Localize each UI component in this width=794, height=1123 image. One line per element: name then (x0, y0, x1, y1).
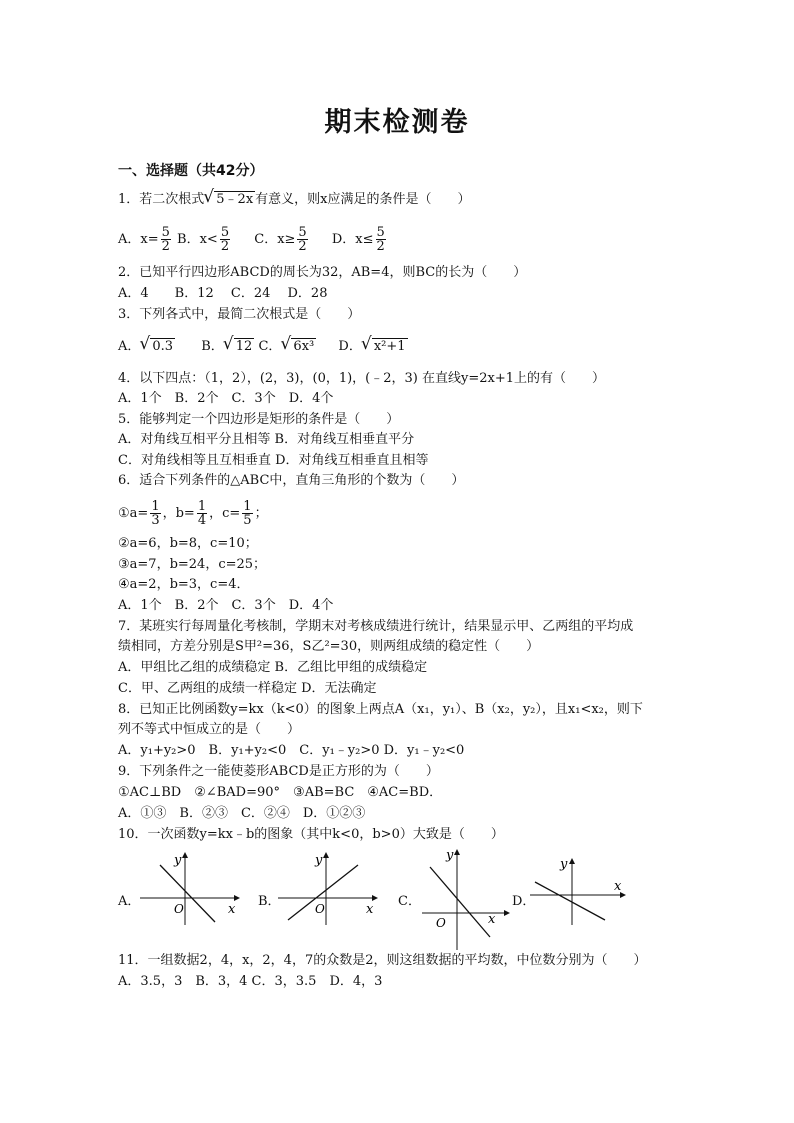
graph-option-a (140, 850, 240, 925)
svg-text:O: O (436, 916, 446, 930)
question-7-options-2: C．甲、乙两组的成绩一样稳定 D．无法确定 (118, 681, 377, 696)
svg-text:O: O (315, 902, 325, 916)
question-4-stem: 4．以下四点：（1，2），(2，3)，(0，1)，(﹣2，3) 在直线y=2x+1上的有（ ） (118, 371, 606, 386)
question-8-line-2: 列不等式中恒成立的是（ ） (118, 722, 301, 737)
question-6-condition-2: ②a=6，b=8，c=10； (118, 536, 258, 551)
option-c-label: C． (398, 894, 421, 909)
question-7-line-1: 7．某班实行每周量化考核制，学期末对考核成绩进行统计，结果显示甲、乙两组的平均成 (118, 619, 634, 634)
svg-text:y: y (174, 853, 182, 868)
question-4-options: A．1个 B．2个 C．3个 D．4个 (118, 391, 334, 406)
question-2-stem: 2．已知平行四边形ABCD的周长为32，AB=4，则BC的长为（ ） (118, 265, 527, 280)
option-b-label: B． (258, 894, 281, 909)
question-1-stem: 1．若二次根式√ 5﹣2x 有意义，则x应满足的条件是（ ） (118, 191, 471, 209)
question-6-stem: 6．适合下列条件的△ABC中，直角三角形的个数为（ ） (118, 473, 465, 488)
svg-text:x: x (366, 902, 374, 917)
question-9-options: A．①③ B．②③ C．②④ D．①②③ (118, 806, 366, 821)
question-10-stem: 10．一次函数y=kx﹣b的图象（其中k<0，b>0）大致是（ ） (118, 827, 504, 842)
option-d-label: D． (512, 894, 536, 909)
question-3-options: A．√ 0.3 B．√ 12 C．√ 6x³ D．√ x²+1 (118, 338, 408, 356)
question-9-conditions: ①AC⊥BD ②∠BAD=90° ③AB=BC ④AC=BD． (118, 785, 443, 800)
question-6-options: A．1个 B．2个 C．3个 D．4个 (118, 598, 334, 613)
question-7-options-1: A．甲组比乙组的成绩稳定 B．乙组比甲组的成绩稳定 (118, 660, 428, 675)
question-6-condition-4: ④a=2，b=3，c=4． (118, 577, 250, 592)
question-1-options: A．x= $\frac{5}{2}$ B．x< $\frac{5}{2}$ C．x≥ $\frac{5}{2}$ D．x≤ $\frac{5}{2}$ (118, 225, 385, 254)
question-6-condition-1: ①a= $\frac{1}{3}$ ，b= $\frac{1}{4}$ ，c= $\frac{1}{5}$ ； (118, 499, 268, 528)
svg-text:y: y (560, 857, 568, 872)
svg-text:x: x (488, 912, 496, 927)
page-title: 期末检测卷 (324, 107, 470, 138)
graph-option-d (530, 850, 630, 925)
question-11-stem: 11．一组数据2，4，x，2，4，7的众数是2，则这组数据的平均数，中位数分别为（ ） (118, 953, 647, 968)
sqrt-expression: √ 5﹣2x (204, 191, 255, 209)
svg-text:y: y (446, 848, 454, 863)
question-5-options-2: C．对角线相等且互相垂直 D．对角线互相垂直且相等 (118, 453, 429, 468)
question-11-options: A．3.5，3 B．3，4 C．3，3.5 D．4，3 (118, 974, 383, 989)
graph-option-c (422, 845, 512, 950)
question-8-options: A．y₁+y₂>0 B．y₁+y₂<0 C．y₁﹣y₂>0 D．y₁﹣y₂<0 (118, 743, 465, 758)
svg-text:x: x (614, 879, 622, 894)
section-heading: 一、选择题（共42分） (118, 163, 264, 179)
question-3-stem: 3．下列各式中，最简二次根式是（ ） (118, 307, 361, 322)
graph-option-b (278, 850, 378, 925)
question-5-options-1: A．对角线互相平分且相等 B．对角线互相垂直平分 (118, 432, 415, 447)
question-9-stem: 9．下列条件之一能使菱形ABCD是正方形的为（ ） (118, 764, 439, 779)
question-6-condition-3: ③a=7，b=24，c=25； (118, 557, 267, 572)
question-7-line-2: 绩相同，方差分别是S甲²=36，S乙²=30，则两组成绩的稳定性（ ） (118, 639, 540, 654)
question-2-options: A．4 B．12 C．24 D．28 (118, 286, 328, 301)
question-8-line-1: 8．已知正比例函数y=kx（k<0）的图象上两点A（x₁，y₁）、B（x₂，y₂），且x₁<x₂，则下 (118, 702, 643, 717)
question-5-stem: 5．能够判定一个四边形是矩形的条件是（ ） (118, 412, 400, 427)
option-a-label: A． (118, 894, 141, 909)
svg-text:O: O (174, 902, 184, 916)
svg-text:x: x (228, 902, 236, 917)
svg-text:y: y (315, 853, 323, 868)
